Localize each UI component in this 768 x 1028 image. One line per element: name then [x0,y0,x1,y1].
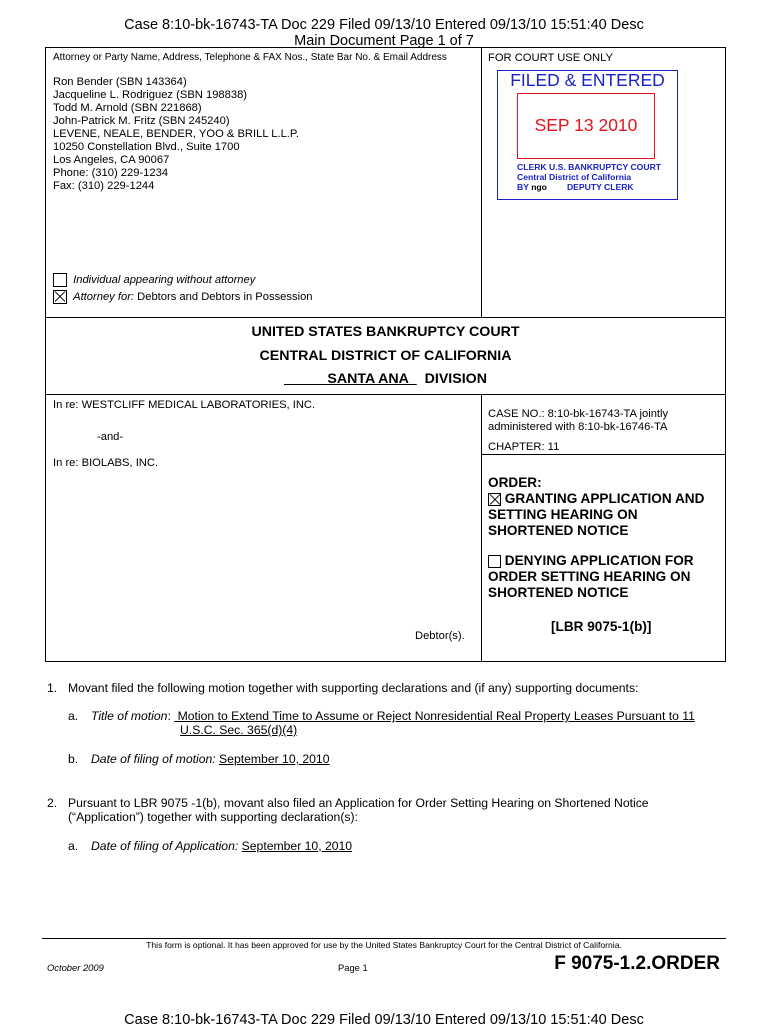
footer-page: Page 1 [338,962,368,973]
attorney-info [53,76,299,193]
deny-line-2: ORDER SETTING HEARING ON [488,569,691,584]
stamp-date: SEP 13 2010 [534,115,638,135]
attorney-for-label: Attorney for: [73,290,135,303]
case-number-line-1: CASE NO.: 8:10-bk-16743-TA jointly [488,408,669,420]
p1-text: Movant filed the following motion together with supporting declarations and (if any) supporting documents: [68,681,639,695]
footer-rule [42,938,726,939]
division-name-text: SANTA ANA [327,371,409,387]
p2-text-1: Pursuant to LBR 9075 -1(b), movant also filed an Application for Order Setting Hearing on Shortened Notice [68,796,649,810]
attorney-line: Fax: (310) 229-1244 [53,180,155,192]
individual-checkbox[interactable] [53,273,67,287]
clerk-line-1: CLERK U.S. BANKRUPTCY COURT [517,162,662,172]
p1-number: 1. [47,681,58,695]
grant-option [488,491,704,539]
caption-divider [481,47,482,318]
clerk-deputy: DEPUTY CLERK [566,182,634,192]
in-re-1: In re: WESTCLIFF MEDICAL LABORATORIES, INC. [53,399,316,411]
case-number [488,408,668,434]
division-row [45,371,726,387]
clerk-block [517,162,661,192]
court-name: UNITED STATES BANKRUPTCY COURT [251,324,520,340]
p2a-row [91,839,352,853]
deny-line-3: SHORTENED NOTICE [488,585,629,600]
form-id: F 9075-1.2.ORDER [554,953,720,974]
p1b-value: September 10, 2010 [219,752,330,766]
case-header: Case 8:10-bk-16743-TA Doc 229 Filed 09/13/10 Entered 09/13/10 15:51:40 Desc [124,17,644,33]
case-header-bottom: Case 8:10-bk-16743-TA Doc 229 Filed 09/13/10 Entered 09/13/10 15:51:40 Desc [124,1012,644,1028]
attorney-line: John-Patrick M. Fritz (SBN 245240) [53,115,230,127]
in-re-2: In re: BIOLABS, INC. [53,457,159,469]
district-name: CENTRAL DISTRICT OF CALIFORNIA [259,348,512,364]
clerk-line-2: Central District of California [517,172,632,182]
p1a-label: Title of motion [91,709,168,723]
individual-row [53,273,255,287]
p2-number: 2. [47,796,58,810]
p1b-row [91,752,330,766]
stamp-title: FILED & ENTERED [510,70,665,90]
p2-text-2: (“Application”) together with supporting declaration(s): [68,810,358,824]
attorney-label: Attorney or Party Name, Address, Telephone & FAX Nos., State Bar No. & Email Address [53,52,447,63]
division-name [284,371,417,387]
attorney-line: Todd M. Arnold (SBN 221868) [53,102,202,114]
order-divider [481,454,726,455]
attorney-line: Jacqueline L. Rodriguez (SBN 198838) [53,89,248,101]
case-number-line-2: administered with 8:10-bk-16746-TA [488,421,668,433]
division-label: DIVISION [424,371,487,387]
p1b-label: Date of filing of motion: [91,752,216,766]
footer-date: October 2009 [47,962,104,973]
p2a-value: September 10, 2010 [241,839,353,853]
p2a-letter: a. [68,839,79,853]
attorney-line: Los Angeles, CA 90067 [53,154,170,166]
p2a-label: Date of filing of Application: [91,839,239,853]
deny-option [488,553,694,601]
chapter: CHAPTER: 11 [488,441,560,453]
grant-line-1: GRANTING APPLICATION AND [504,491,705,506]
attorney-for-row [53,290,313,304]
attorney-line: 10250 Constellation Blvd., Suite 1700 [53,141,240,153]
attorney-line: LEVENE, NEALE, BENDER, YOO & BRILL L.L.P. [53,128,300,140]
court-use-label: FOR COURT USE ONLY [488,52,613,64]
p1a-row: Title of motion: Motion to Extend Time to Assume or Reject Nonresidential Real Property Leases Pursuant to 11 [91,709,695,723]
p1a-letter: a. [68,709,79,723]
attorney-line: Phone: (310) 229-1234 [53,167,169,179]
clerk-by: BY [517,182,529,192]
attorney-for-checkbox[interactable] [53,290,67,304]
clerk-initials: ngo [531,182,547,192]
case-header-page: Main Document Page 1 of 7 [294,33,474,49]
deny-line-1: DENYING APPLICATION FOR [504,553,694,568]
order-title: ORDER: [488,475,542,490]
debtors-label: Debtor(s). [415,630,465,642]
attorney-for-value: Debtors and Debtors in Possession [134,290,313,303]
grant-line-3: SHORTENED NOTICE [488,523,629,538]
p1a-value: Motion to Extend Time to Assume or Reject Nonresidential Real Property Leases Pursuant to 11 [174,709,695,723]
grant-line-2: SETTING HEARING ON [488,507,638,522]
grant-checkbox[interactable] [488,493,501,506]
order-rule: [LBR 9075-1(b)] [551,619,652,634]
p1a-value-cont: U.S.C. Sec. 365(d)(4) [180,723,298,737]
footer-note: This form is optional. It has been approved for use by the United States Bankruptcy Court for the Central District of California. [146,940,622,950]
and-label: -and- [97,431,124,443]
deny-checkbox[interactable] [488,555,501,568]
case-divider [481,394,482,662]
individual-label: Individual appearing without attorney [73,273,256,286]
clerk-line-3 [517,182,661,192]
p1b-letter: b. [68,752,79,766]
attorney-line: Ron Bender (SBN 143364) [53,76,187,88]
